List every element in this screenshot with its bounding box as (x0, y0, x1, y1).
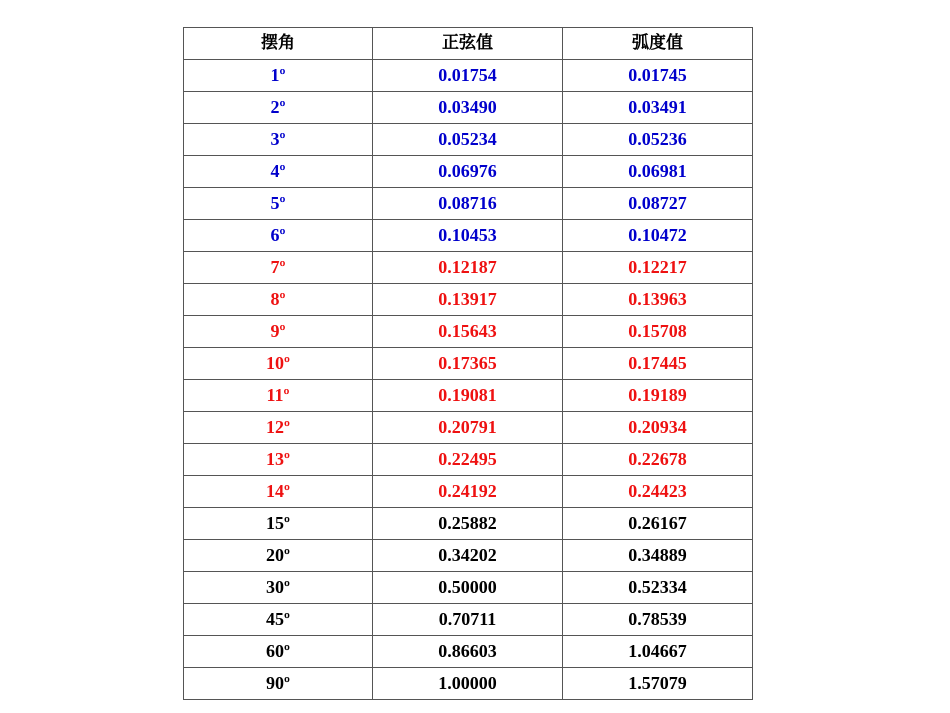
sine-cell: 1.00000 (373, 668, 563, 700)
angle-cell: 9º (184, 316, 373, 348)
table-row (184, 284, 753, 316)
table-row (184, 604, 753, 636)
table-row (184, 380, 753, 412)
radian-cell: 0.08727 (563, 188, 753, 220)
sine-cell: 0.86603 (373, 636, 563, 668)
radian-cell: 0.52334 (563, 572, 753, 604)
angle-cell: 15º (184, 508, 373, 540)
table-row (184, 188, 753, 220)
table-row (184, 124, 753, 156)
table-row (184, 252, 753, 284)
table-row (184, 636, 753, 668)
sine-cell: 0.08716 (373, 188, 563, 220)
radian-cell: 0.26167 (563, 508, 753, 540)
table-row (184, 412, 753, 444)
table-row (184, 668, 753, 700)
angle-cell: 11º (184, 380, 373, 412)
angle-cell: 14º (184, 476, 373, 508)
table-row (184, 444, 753, 476)
angle-cell: 7º (184, 252, 373, 284)
angle-cell: 2º (184, 92, 373, 124)
sine-cell: 0.50000 (373, 572, 563, 604)
radian-cell: 0.34889 (563, 540, 753, 572)
table-row (184, 572, 753, 604)
sine-cell: 0.34202 (373, 540, 563, 572)
header-row (184, 28, 753, 60)
sine-cell: 0.25882 (373, 508, 563, 540)
radian-cell: 0.06981 (563, 156, 753, 188)
radian-cell: 0.03491 (563, 92, 753, 124)
sine-radian-table (183, 27, 753, 700)
radian-cell: 0.12217 (563, 252, 753, 284)
sine-cell: 0.10453 (373, 220, 563, 252)
sine-cell: 0.70711 (373, 604, 563, 636)
sine-cell: 0.19081 (373, 380, 563, 412)
radian-cell: 0.20934 (563, 412, 753, 444)
radian-cell: 0.78539 (563, 604, 753, 636)
sine-cell: 0.06976 (373, 156, 563, 188)
sine-cell: 0.24192 (373, 476, 563, 508)
angle-cell: 13º (184, 444, 373, 476)
radian-cell: 0.10472 (563, 220, 753, 252)
radian-cell: 0.13963 (563, 284, 753, 316)
radian-cell: 0.15708 (563, 316, 753, 348)
sine-cell: 0.15643 (373, 316, 563, 348)
table-row (184, 348, 753, 380)
sine-cell: 0.05234 (373, 124, 563, 156)
table-row (184, 92, 753, 124)
table-row (184, 316, 753, 348)
angle-cell: 3º (184, 124, 373, 156)
angle-cell: 10º (184, 348, 373, 380)
angle-cell: 4º (184, 156, 373, 188)
radian-cell: 0.19189 (563, 380, 753, 412)
header-radian: 弧度值 (563, 28, 753, 60)
table-row (184, 220, 753, 252)
radian-cell: 0.24423 (563, 476, 753, 508)
header-sine: 正弦值 (373, 28, 563, 60)
radian-cell: 1.57079 (563, 668, 753, 700)
header-angle: 摆角 (184, 28, 373, 60)
angle-cell: 1º (184, 60, 373, 92)
radian-cell: 0.17445 (563, 348, 753, 380)
angle-cell: 5º (184, 188, 373, 220)
radian-cell: 0.01745 (563, 60, 753, 92)
sine-cell: 0.22495 (373, 444, 563, 476)
radian-cell: 0.22678 (563, 444, 753, 476)
sine-cell: 0.13917 (373, 284, 563, 316)
sine-cell: 0.20791 (373, 412, 563, 444)
sine-cell: 0.17365 (373, 348, 563, 380)
sine-cell: 0.12187 (373, 252, 563, 284)
table-row (184, 156, 753, 188)
radian-cell: 1.04667 (563, 636, 753, 668)
angle-cell: 8º (184, 284, 373, 316)
radian-cell: 0.05236 (563, 124, 753, 156)
angle-cell: 90º (184, 668, 373, 700)
angle-cell: 60º (184, 636, 373, 668)
table-body (184, 60, 753, 700)
angle-cell: 30º (184, 572, 373, 604)
angle-cell: 20º (184, 540, 373, 572)
table-row (184, 476, 753, 508)
sine-cell: 0.01754 (373, 60, 563, 92)
table-row (184, 60, 753, 92)
angle-cell: 45º (184, 604, 373, 636)
angle-cell: 6º (184, 220, 373, 252)
table-row (184, 540, 753, 572)
table-row (184, 508, 753, 540)
angle-cell: 12º (184, 412, 373, 444)
sine-cell: 0.03490 (373, 92, 563, 124)
